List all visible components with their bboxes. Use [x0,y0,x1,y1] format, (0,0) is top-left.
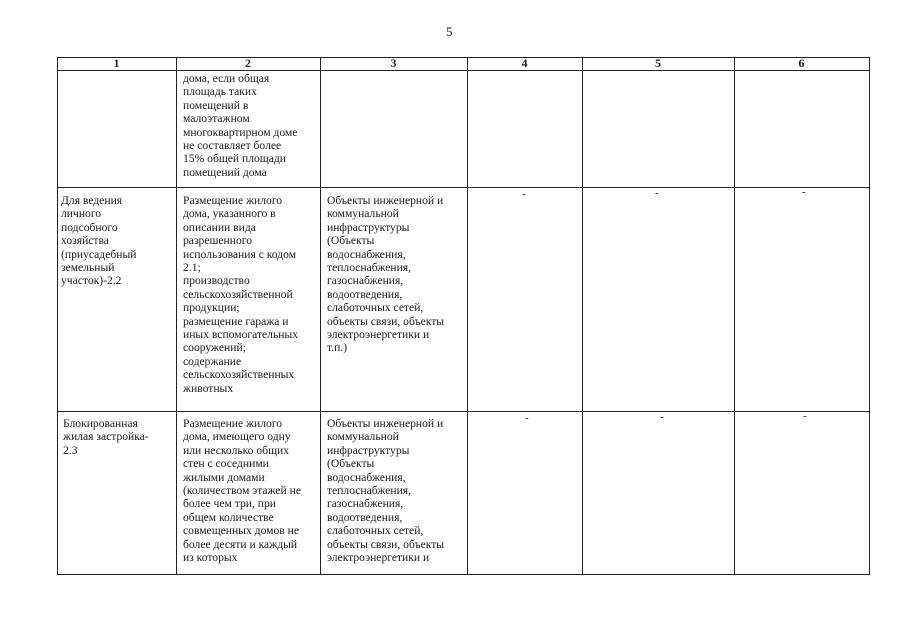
row2-col3-auxiliary: Объекты инженерной и коммунальной инфраструктуры (Объекты водоснабжения, теплоснабжения, газоснабжения, водоотведения, слаботочных сетей, объекты связи, объекты электроэнергетики и т.п.) [327,194,445,355]
row3-col2-description: Размещение жилого дома, имеющего одну или несколько общих стен с соседними жилыми домами (количеством этажей не более чем три, при общем количестве совмещенных домов не более десяти и каждый из которых [183,417,302,565]
col-border-0 [57,57,58,575]
page-number: 5 [446,24,453,39]
column-header-5: 5 [655,56,661,70]
row3-col1-use-type: Блокированная жилая застройка- 2.3 [63,417,149,457]
col-border-2 [320,57,321,575]
col-border-5 [734,57,735,575]
row2-col1-use-type: Для ведения личного подсобного хозяйства (приусадебный земельный участок)-2.2 [61,194,137,288]
row3-col3-auxiliary: Объекты инженерной и коммунальной инфраструктуры (Объекты водоснабжения, теплоснабжения, газоснабжения, водоотведения, слаботочных сетей, объекты связи, объекты электроэнергетики и [327,417,445,565]
row3-col4-dash: - [525,412,529,424]
col-border-1 [176,57,177,575]
row1-bottom-border [57,187,870,188]
row3-col5-dash: - [660,411,664,423]
table-bottom-border [57,574,870,575]
row2-col5-dash: - [655,187,659,199]
col-border-6 [869,57,870,575]
column-header-2: 2 [245,56,251,70]
row3-col6-dash: - [803,410,807,422]
column-header-4: 4 [521,56,528,70]
col-border-3 [467,57,468,575]
row2-col6-dash: - [802,186,806,198]
column-header-6: 6 [798,56,805,70]
col-border-4 [582,57,583,575]
row2-col4-dash: - [522,188,526,200]
column-header-1: 1 [113,56,120,70]
row2-col2-description: Размещение жилого дома, указанного в описании вида разрешенного использования с кодом 2.1; производство сельскохозяйственной продукции; размещение гаража и иных вспомогательных сооружений; содержание сельскохозяйственных животных [183,194,299,395]
column-header-3: 3 [390,56,397,70]
row1-col2-description: дома, если общая площадь таких помещений в малоэтажном многоквартирном доме не составляет более 15% общей площади помещений дома [183,72,298,179]
row2-bottom-border [57,411,870,412]
